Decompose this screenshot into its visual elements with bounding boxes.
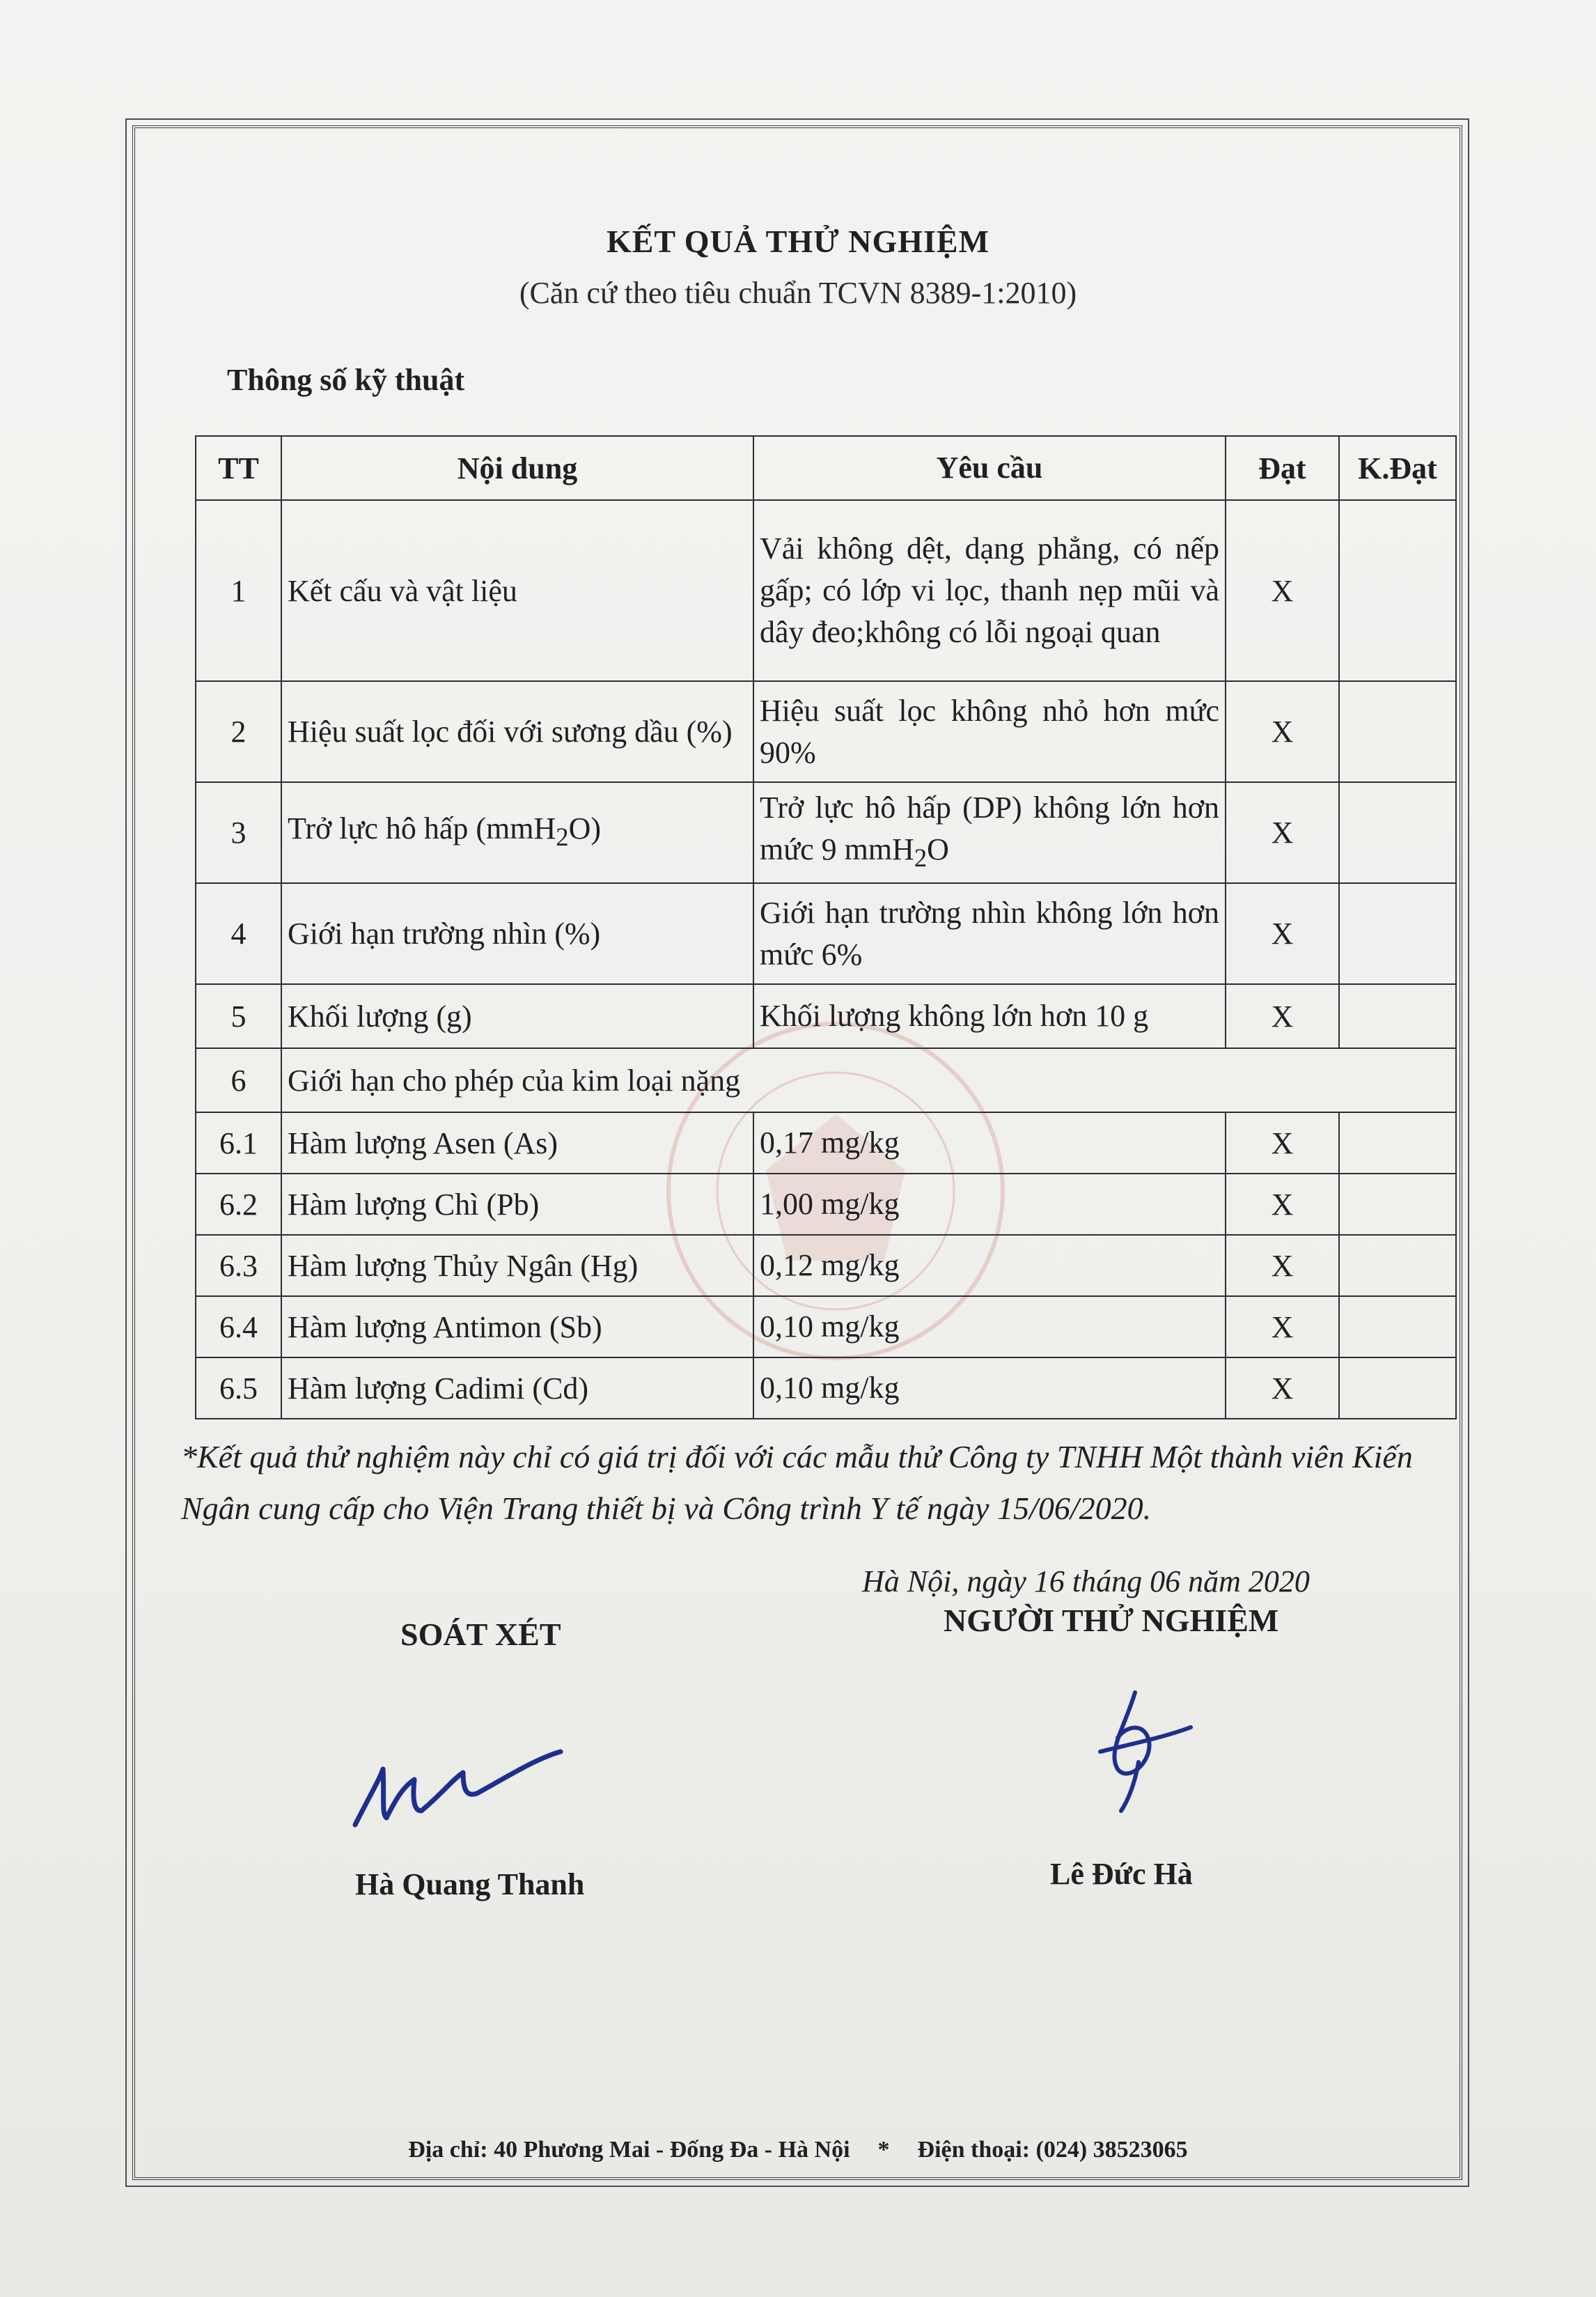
reviewer-signature xyxy=(348,1720,571,1839)
row-requirement: 0,10 mg/kg xyxy=(753,1296,1226,1357)
row-content: Khối lượng (g) xyxy=(281,984,753,1048)
header-requirement: Yêu cầu xyxy=(753,436,1226,500)
row-pass-mark: X xyxy=(1226,1112,1339,1174)
row-tt: 6.3 xyxy=(196,1235,281,1296)
row-fail-mark xyxy=(1339,500,1456,681)
row-tt: 4 xyxy=(196,883,281,984)
row-tt: 6.2 xyxy=(196,1174,281,1235)
row-requirement: 0,12 mg/kg xyxy=(753,1235,1226,1296)
row-content: Hiệu suất lọc đối với sương dầu (%) xyxy=(281,681,753,782)
row-requirement: 1,00 mg/kg xyxy=(753,1174,1226,1235)
row-tt: 3 xyxy=(196,782,281,883)
row-requirement-suffix: O xyxy=(927,832,949,866)
row-fail-mark xyxy=(1339,1357,1456,1419)
row-content-subscript: 2 xyxy=(556,822,569,851)
row-fail-mark xyxy=(1339,1235,1456,1296)
row-fail-mark xyxy=(1339,1174,1456,1235)
row-tt: 6.4 xyxy=(196,1296,281,1357)
row-fail-mark xyxy=(1339,1296,1456,1357)
header-tt: TT xyxy=(196,436,281,500)
footer-address: Địa chỉ: 40 Phương Mai - Đống Đa - Hà Nội xyxy=(408,2137,850,2163)
table-row xyxy=(196,1357,1456,1419)
row-content: Hàm lượng Thủy Ngân (Hg) xyxy=(281,1235,753,1296)
row-requirement-subscript: 2 xyxy=(914,843,928,872)
row-tt: 6 xyxy=(196,1048,281,1112)
table-row xyxy=(196,782,1456,883)
row-fail-mark xyxy=(1339,782,1456,883)
row-requirement-prefix: Trở lực hô hấp (DP) không lớn hơn mức 9 mmH xyxy=(760,790,1219,866)
row-fail-mark xyxy=(1339,681,1456,782)
row-content: Giới hạn trường nhìn (%) xyxy=(281,883,753,984)
row-content: Hàm lượng Chì (Pb) xyxy=(281,1174,753,1235)
row-pass-mark: X xyxy=(1226,1174,1339,1235)
row-content: Hàm lượng Cadimi (Cd) xyxy=(281,1357,753,1419)
row-tt: 6.5 xyxy=(196,1357,281,1419)
row-requirement xyxy=(753,782,1226,883)
row-requirement: Hiệu suất lọc không nhỏ hơn mức 90% xyxy=(753,681,1226,782)
footer-separator: * xyxy=(877,2137,890,2163)
header-pass: Đạt xyxy=(1226,436,1339,500)
page-footer xyxy=(0,2137,1596,2163)
row-pass-mark: X xyxy=(1226,1235,1339,1296)
row-content xyxy=(281,782,753,883)
row-pass-mark: X xyxy=(1226,1357,1339,1419)
row-tt: 1 xyxy=(196,500,281,681)
table-row xyxy=(196,500,1456,681)
table-group-row xyxy=(196,1048,1456,1112)
standard-reference: (Căn cứ theo tiêu chuẩn TCVN 8389-1:2010) xyxy=(519,276,1077,310)
row-pass-mark: X xyxy=(1226,1296,1339,1357)
row-pass-mark: X xyxy=(1226,984,1339,1048)
row-tt: 2 xyxy=(196,681,281,782)
row-tt: 5 xyxy=(196,984,281,1048)
row-tt: 6.1 xyxy=(196,1112,281,1174)
table-row xyxy=(196,1112,1456,1174)
tester-name: Lê Đức Hà xyxy=(1050,1857,1193,1891)
table-row xyxy=(196,984,1456,1048)
row-pass-mark: X xyxy=(1226,883,1339,984)
row-content: Giới hạn cho phép của kim loại nặng xyxy=(281,1048,1456,1112)
tester-signature xyxy=(1086,1685,1205,1818)
row-pass-mark: X xyxy=(1226,500,1339,681)
row-content: Hàm lượng Asen (As) xyxy=(281,1112,753,1174)
table-row xyxy=(196,1174,1456,1235)
row-requirement: 0,17 mg/kg xyxy=(753,1112,1226,1174)
table-row xyxy=(196,1296,1456,1357)
date-line: Hà Nội, ngày 16 tháng 06 năm 2020 xyxy=(862,1564,1310,1598)
reviewer-label: SOÁT XÉT xyxy=(400,1617,561,1652)
row-fail-mark xyxy=(1339,883,1456,984)
spec-table xyxy=(195,435,1457,1419)
row-pass-mark: X xyxy=(1226,782,1339,883)
row-requirement: Vải không dệt, dạng phẳng, có nếp gấp; có lớp vi lọc, thanh nẹp mũi và dây đeo;không có lỗi ngoại quan xyxy=(753,500,1226,681)
validity-note: *Kết quả thử nghiệm này chỉ có giá trị đối với các mẫu thử Công ty TNHH Một thành viên Kiến Ngân cung cấp cho Viện Trang thiết bị và Công trình Y tế ngày 15/06/2020. xyxy=(181,1439,1413,1526)
page-title: KẾT QUẢ THỬ NGHIỆM xyxy=(606,224,990,259)
table-row xyxy=(196,1235,1456,1296)
footer-phone: Điện thoại: (024) 38523065 xyxy=(917,2137,1188,2163)
row-fail-mark xyxy=(1339,1112,1456,1174)
table-row xyxy=(196,883,1456,984)
header-content: Nội dung xyxy=(281,436,753,500)
table-row xyxy=(196,681,1456,782)
reviewer-name: Hà Quang Thanh xyxy=(355,1867,585,1901)
row-content-suffix: O) xyxy=(568,811,602,846)
tester-label: NGƯỜI THỬ NGHIỆM xyxy=(944,1603,1279,1638)
row-requirement: 0,10 mg/kg xyxy=(753,1357,1226,1419)
row-requirement: Khối lượng không lớn hơn 10 g xyxy=(753,984,1226,1048)
row-content: Kết cấu và vật liệu xyxy=(281,500,753,681)
table-header-row xyxy=(196,436,1456,500)
row-fail-mark xyxy=(1339,984,1456,1048)
header-fail: K.Đạt xyxy=(1339,436,1456,500)
row-pass-mark: X xyxy=(1226,681,1339,782)
row-requirement: Giới hạn trường nhìn không lớn hơn mức 6% xyxy=(753,883,1226,984)
section-heading: Thông số kỹ thuật xyxy=(227,363,465,397)
row-content: Hàm lượng Antimon (Sb) xyxy=(281,1296,753,1357)
row-content-prefix: Trở lực hô hấp (mmH xyxy=(288,811,556,846)
